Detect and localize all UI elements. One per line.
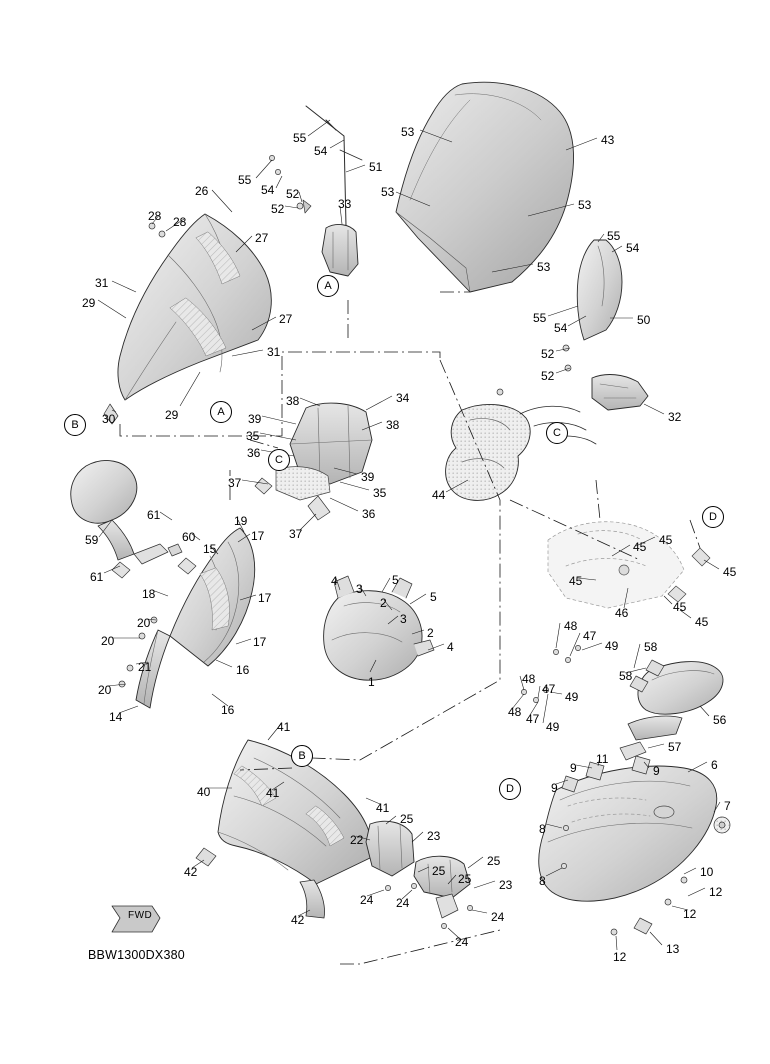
reference-circle (499, 778, 521, 800)
callout-number: 57 (668, 740, 682, 754)
callout-number: 45 (569, 574, 583, 588)
callout-number: 28 (148, 209, 162, 223)
callout-number: 48 (564, 619, 578, 633)
reference-circle-label: C (553, 427, 561, 439)
callout-number: 6 (711, 758, 718, 772)
callout-number: 4 (331, 574, 338, 588)
callout-number: 36 (362, 507, 376, 521)
callout-number: 25 (432, 864, 446, 878)
callout-number: 23 (499, 878, 513, 892)
callout-number: 55 (607, 229, 621, 243)
callout-number: 48 (508, 705, 522, 719)
callout-number: 38 (386, 418, 400, 432)
callout-number: 41 (277, 720, 291, 734)
callout-number: 12 (613, 950, 627, 964)
callout-number: 20 (101, 634, 115, 648)
callout-number: 23 (427, 829, 441, 843)
reference-circle (64, 414, 86, 436)
callout-number: 53 (578, 198, 592, 212)
callout-number: 56 (713, 713, 727, 727)
callout-number: 1 (368, 675, 375, 689)
callout-number: 45 (659, 533, 673, 547)
callout-number: 2 (380, 596, 387, 610)
callout-number: 26 (195, 184, 209, 198)
callout-number: 27 (279, 312, 293, 326)
callout-number: 8 (539, 822, 546, 836)
reference-circle-label: A (217, 406, 225, 418)
callout-number: 28 (173, 215, 187, 229)
callout-number: 27 (255, 231, 269, 245)
callout-number: 31 (95, 276, 109, 290)
callout-number: 9 (570, 761, 577, 775)
reference-circle-label: C (275, 454, 283, 466)
callout-number: 47 (542, 682, 556, 696)
reference-circle (546, 422, 568, 444)
callout-number: 24 (396, 896, 410, 910)
callout-number: 22 (350, 833, 364, 847)
callout-number: 42 (291, 913, 305, 927)
callout-number: 40 (197, 785, 211, 799)
callout-number: 19 (234, 514, 248, 528)
callout-number: 42 (184, 865, 198, 879)
callout-number: 41 (376, 801, 390, 815)
callout-number: 50 (637, 313, 651, 327)
callout-number: 13 (666, 942, 680, 956)
callout-number: 3 (400, 612, 407, 626)
callout-number: 25 (400, 812, 414, 826)
callout-number: 36 (247, 446, 261, 460)
callout-number: 29 (165, 408, 179, 422)
callout-number: 37 (289, 527, 303, 541)
fwd-direction-label: FWD (128, 910, 153, 921)
callout-number: 51 (369, 160, 383, 174)
callout-number: 58 (619, 669, 633, 683)
callout-number: 17 (251, 529, 265, 543)
callout-number: 53 (401, 125, 415, 139)
callout-number: 49 (605, 639, 619, 653)
callout-number: 45 (723, 565, 737, 579)
callout-number: 53 (537, 260, 551, 274)
callout-number: 48 (522, 672, 536, 686)
callout-number: 52 (541, 369, 555, 383)
callout-number: 55 (533, 311, 547, 325)
callout-number: 24 (491, 910, 505, 924)
reference-circle-label: B (298, 750, 306, 762)
callout-number: 61 (90, 570, 104, 584)
reference-circle-label: A (324, 280, 332, 292)
callout-number: 15 (203, 542, 217, 556)
callout-number: 55 (293, 131, 307, 145)
callout-number: 39 (361, 470, 375, 484)
callout-number: 39 (248, 412, 262, 426)
callout-number: 52 (286, 187, 300, 201)
reference-circle (268, 449, 290, 471)
callout-number: 5 (392, 573, 399, 587)
callout-number: 17 (258, 591, 272, 605)
callout-number: 35 (373, 486, 387, 500)
reference-circle (291, 745, 313, 767)
callout-number: 47 (583, 629, 597, 643)
reference-circle-label: D (709, 511, 717, 523)
callout-number: 45 (633, 540, 647, 554)
callout-number: 20 (98, 683, 112, 697)
reference-circle (702, 506, 724, 528)
callout-number: 43 (601, 133, 615, 147)
callout-number: 16 (236, 663, 250, 677)
callout-number: 54 (626, 241, 640, 255)
callout-number: 8 (539, 874, 546, 888)
callout-number: 55 (238, 173, 252, 187)
callout-number: 7 (724, 799, 731, 813)
callout-number: 25 (458, 872, 472, 886)
callout-number: 52 (541, 347, 555, 361)
callout-number: 24 (455, 935, 469, 949)
callout-number: 46 (615, 606, 629, 620)
callout-number: 37 (228, 476, 242, 490)
callout-number: 49 (546, 720, 560, 734)
callout-number: 17 (253, 635, 267, 649)
reference-circle (317, 275, 339, 297)
part-code-label: BBW1300DX380 (88, 948, 185, 962)
callout-number: 44 (432, 488, 446, 502)
callout-number: 45 (695, 615, 709, 629)
callout-number: 16 (221, 703, 235, 717)
callout-number: 59 (85, 533, 99, 547)
callout-number: 54 (314, 144, 328, 158)
reference-circle (210, 401, 232, 423)
callout-number: 58 (644, 640, 658, 654)
callout-number: 14 (109, 710, 123, 724)
callout-number: 60 (182, 530, 196, 544)
callout-number: 54 (554, 321, 568, 335)
callout-number: 4 (447, 640, 454, 654)
callout-number: 2 (427, 626, 434, 640)
callout-number: 30 (102, 412, 116, 426)
callout-number: 25 (487, 854, 501, 868)
callout-number: 29 (82, 296, 96, 310)
callout-number: 41 (266, 786, 280, 800)
callout-number: 34 (396, 391, 410, 405)
callout-number: 18 (142, 587, 156, 601)
reference-circle-label: B (71, 419, 79, 431)
callout-number: 47 (526, 712, 540, 726)
callout-number: 5 (430, 590, 437, 604)
callout-number: 49 (565, 690, 579, 704)
callout-number: 33 (338, 197, 352, 211)
callout-number: 9 (653, 764, 660, 778)
callout-number: 3 (356, 582, 363, 596)
callout-number: 10 (700, 865, 714, 879)
callout-number: 52 (271, 202, 285, 216)
callout-number: 11 (596, 752, 609, 766)
callout-number: 12 (683, 907, 697, 921)
callout-number: 9 (551, 781, 558, 795)
reference-circle-label: D (506, 783, 514, 795)
callout-number: 21 (138, 660, 152, 674)
callout-number: 20 (137, 616, 151, 630)
callout-number: 24 (360, 893, 374, 907)
callout-number: 35 (246, 429, 260, 443)
callout-number: 31 (267, 345, 281, 359)
callout-number: 38 (286, 394, 300, 408)
callout-number: 12 (709, 885, 723, 899)
callout-number: 32 (668, 410, 682, 424)
callout-number: 54 (261, 183, 275, 197)
callout-number: 53 (381, 185, 395, 199)
callout-number: 45 (673, 600, 687, 614)
callout-number: 61 (147, 508, 161, 522)
